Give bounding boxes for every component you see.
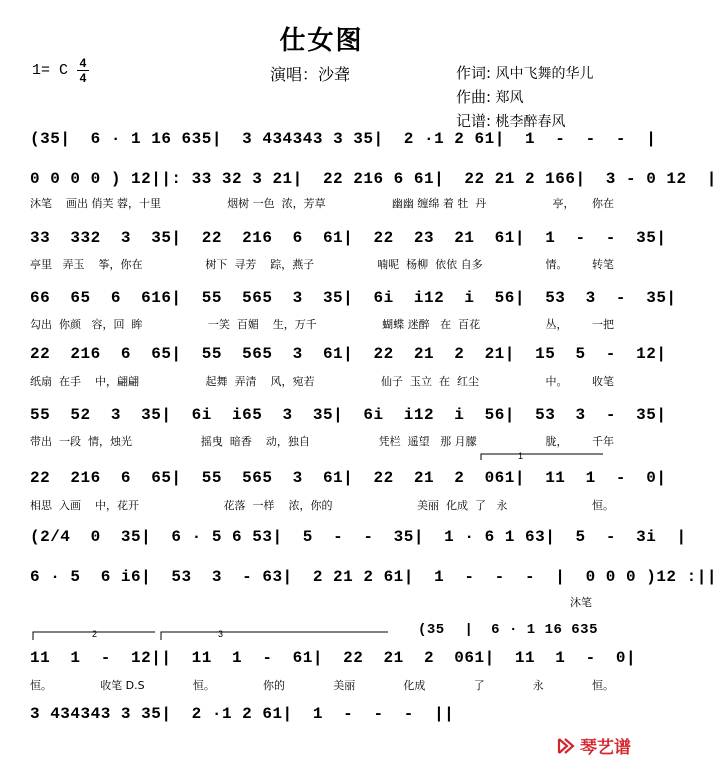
measure: | 22 23 21 61 bbox=[343, 229, 515, 247]
credit-label: 作曲: bbox=[456, 88, 492, 106]
measure: | 22 21 2 061 bbox=[343, 469, 515, 487]
measure: (2/4 0 35 bbox=[30, 528, 142, 546]
lyric: 纸扇 在手 中，翩翩 bbox=[30, 375, 139, 388]
credit-label: 作词: bbox=[456, 64, 492, 82]
measure: | 6i i65 3 35 bbox=[161, 406, 334, 424]
measure: | 53 3 - 35 bbox=[504, 406, 657, 424]
credit-value: 桃李醉春风 bbox=[495, 114, 566, 130]
measure: 22 216 6 65 bbox=[30, 345, 172, 363]
lyric-mu-bi: 沐笔 bbox=[570, 596, 592, 609]
notation-row-6 bbox=[30, 405, 667, 425]
measure: | 53 3 - 63 bbox=[141, 568, 283, 586]
credit-value: 郑风 bbox=[495, 90, 524, 106]
measure: 6 · 5 6 i6 bbox=[30, 568, 142, 586]
measure: (35 bbox=[418, 622, 445, 638]
lyric: 收笔 D.S bbox=[100, 679, 145, 692]
measure: | 2 21 2 61 bbox=[282, 568, 404, 586]
measure: | 22 216 6 61 bbox=[292, 170, 435, 188]
measure: | bbox=[656, 406, 667, 424]
bracket-number: 3 bbox=[218, 629, 224, 639]
measure: 33 332 3 35 bbox=[30, 229, 172, 247]
measure: | 55 565 3 35 bbox=[171, 289, 344, 307]
measure: | 5 - - 35 bbox=[272, 528, 414, 546]
measure: | 6 · 1 16 635 bbox=[60, 130, 212, 148]
bracket-number: 1 bbox=[518, 451, 524, 461]
measure: 66 65 6 616 bbox=[30, 289, 172, 307]
meter-bottom: 4 bbox=[79, 71, 87, 85]
lyric: 幽幽 缠绵 着 牡 丹 bbox=[391, 197, 487, 210]
credit-composer bbox=[456, 86, 524, 107]
lyric: 相思 入画 中，花开 bbox=[30, 499, 139, 512]
lyric: 了 bbox=[473, 679, 485, 692]
notation-row-1 bbox=[30, 129, 657, 149]
lyric: 恒。 bbox=[592, 499, 614, 512]
volta-bracket-1 bbox=[480, 450, 605, 462]
lyric: 树下 寻芳 踪，燕子 bbox=[205, 258, 315, 271]
logo-text: 琴艺谱 bbox=[580, 738, 631, 758]
lyric: 带出 一段 情，烛光 bbox=[30, 435, 132, 448]
key-signature: 1= C bbox=[32, 62, 69, 79]
measure: 12 :|| bbox=[656, 568, 717, 586]
logo-mark-icon bbox=[557, 736, 577, 756]
lyric: 恒。 bbox=[192, 679, 215, 692]
measure: | bbox=[666, 289, 677, 307]
volta-bracket-2 bbox=[32, 628, 157, 642]
notation-row-3 bbox=[30, 228, 667, 248]
measure: | 22 21 2 21 bbox=[343, 345, 505, 363]
lyric: 美丽 bbox=[333, 679, 356, 692]
measure: | 22 216 6 61 bbox=[171, 229, 344, 247]
lyric-line-5 bbox=[30, 433, 614, 449]
lyric: 烟树 一色 浓，芳草 bbox=[227, 197, 326, 210]
singer: 演唱：沙聋 bbox=[270, 65, 351, 84]
site-logo bbox=[557, 733, 631, 758]
measure: | 1 - - - || bbox=[282, 705, 455, 723]
lyric: 美丽 化成 了 永 bbox=[417, 499, 508, 512]
notation-row-2 bbox=[30, 169, 717, 189]
measure: | 6i i12 i 56 bbox=[343, 289, 515, 307]
lyric: 沐笔 画出 俏芙 蓉，十里 bbox=[30, 197, 161, 210]
lyric: 你的 bbox=[263, 679, 286, 692]
lyric: 胧， 千年 bbox=[545, 435, 614, 448]
lyric: 恒。 bbox=[591, 679, 614, 692]
lyric: 喃呢 杨柳 依依 自多 bbox=[377, 258, 483, 271]
lyric-line-2 bbox=[30, 256, 614, 272]
meter-top: 4 bbox=[79, 56, 87, 70]
lyric-line-7 bbox=[30, 677, 614, 693]
credit-value: 风中飞舞的华儿 bbox=[495, 66, 594, 82]
lyric: 勾出 你颜 容，回 眸 bbox=[30, 318, 143, 331]
measure: | 11 1 - 0 bbox=[484, 649, 626, 667]
measure: | 1 · 6 1 63 bbox=[413, 528, 546, 546]
lyric: 蝴蝶 迷醉 在 百花 bbox=[382, 318, 481, 331]
measure: | 55 565 3 61 bbox=[171, 469, 344, 487]
lyric: 中。 收笔 bbox=[545, 375, 614, 388]
lyric-line-6 bbox=[30, 497, 614, 513]
notation-row-5 bbox=[30, 344, 667, 364]
measure: 55 52 3 35 bbox=[30, 406, 162, 424]
measure: | 1 - - - | 0 0 0 ) bbox=[403, 568, 657, 586]
measure: 11 1 - 12 bbox=[30, 649, 152, 667]
song-title: 仕女图 bbox=[279, 26, 364, 56]
measure: | 1 - - 35 bbox=[514, 229, 657, 247]
measure: | bbox=[626, 649, 637, 667]
measure: | 3 434343 3 35 bbox=[211, 130, 374, 148]
lyric: 一笑 百媚 生，万千 bbox=[207, 318, 317, 331]
measure: 3 434343 3 35 bbox=[30, 705, 162, 723]
measure: | 15 5 - 12 bbox=[504, 345, 657, 363]
measure: ||: 33 32 3 21 bbox=[151, 170, 293, 188]
notation-row-9 bbox=[30, 567, 717, 587]
lyric: 情。 转笔 bbox=[545, 258, 614, 271]
volta-bracket-3 bbox=[160, 628, 390, 642]
measure: | 5 - 3i | bbox=[545, 528, 687, 546]
measure: | 11 1 - 0 bbox=[514, 469, 657, 487]
lyric-line-4 bbox=[30, 373, 614, 389]
measure: (35 bbox=[30, 130, 61, 148]
time-signature bbox=[76, 57, 90, 84]
notation-row-9b bbox=[418, 620, 598, 640]
credit-transcriber bbox=[456, 110, 566, 131]
measure: | 2 ·1 2 61 bbox=[373, 130, 495, 148]
credit-lyricist bbox=[456, 62, 594, 83]
lyric: 摇曳 暗香 动，独自 bbox=[200, 435, 310, 448]
measure: | bbox=[656, 229, 667, 247]
measure: | 22 21 2 166 bbox=[434, 170, 576, 188]
lyric-line-3 bbox=[30, 316, 614, 332]
measure: | 55 565 3 61 bbox=[171, 345, 344, 363]
lyric: 亭， 你在 bbox=[552, 197, 614, 210]
lyric: 丛， 一把 bbox=[545, 318, 614, 331]
measure: | 6 · 5 6 53 bbox=[141, 528, 273, 546]
lyric: 花落 一样 浓，你的 bbox=[223, 499, 333, 512]
notation-row-11 bbox=[30, 704, 455, 724]
measure: | 6i i12 i 56 bbox=[333, 406, 505, 424]
lyric: 化成 bbox=[403, 679, 426, 692]
lyric-line-1 bbox=[30, 195, 614, 211]
measure: | bbox=[656, 345, 667, 363]
bracket-number: 2 bbox=[92, 629, 98, 639]
lyric: 亭里 弄玉 筝，你在 bbox=[30, 258, 143, 271]
measure: | 1 - - - | bbox=[494, 130, 657, 148]
measure: | 3 - 0 12 | bbox=[575, 170, 717, 188]
notation-row-8 bbox=[30, 527, 687, 547]
measure: | 53 3 - 35 bbox=[514, 289, 667, 307]
notation-row-7 bbox=[30, 468, 667, 488]
lyric: 仙子 玉立 在 红尘 bbox=[381, 375, 479, 388]
notation-row-4 bbox=[30, 288, 677, 308]
measure: | bbox=[656, 469, 667, 487]
measure: | 2 ·1 2 61 bbox=[161, 705, 283, 723]
measure: || 11 1 - 61 bbox=[151, 649, 313, 667]
lyric: 起舞 弄清 风，宛若 bbox=[205, 375, 315, 388]
measure: | 6 · 1 16 635 bbox=[464, 622, 598, 638]
measure: 0 0 0 0 ) 12 bbox=[30, 170, 152, 188]
measure: | 22 21 2 061 bbox=[312, 649, 485, 667]
credit-label: 记谱: bbox=[456, 112, 492, 130]
lyric: 凭栏 遥望 那 月朦 bbox=[378, 435, 477, 448]
measure: 22 216 6 65 bbox=[30, 469, 172, 487]
notation-row-10 bbox=[30, 648, 637, 668]
lyric: 恒。 bbox=[30, 679, 52, 692]
lyric: 永 bbox=[532, 679, 544, 692]
